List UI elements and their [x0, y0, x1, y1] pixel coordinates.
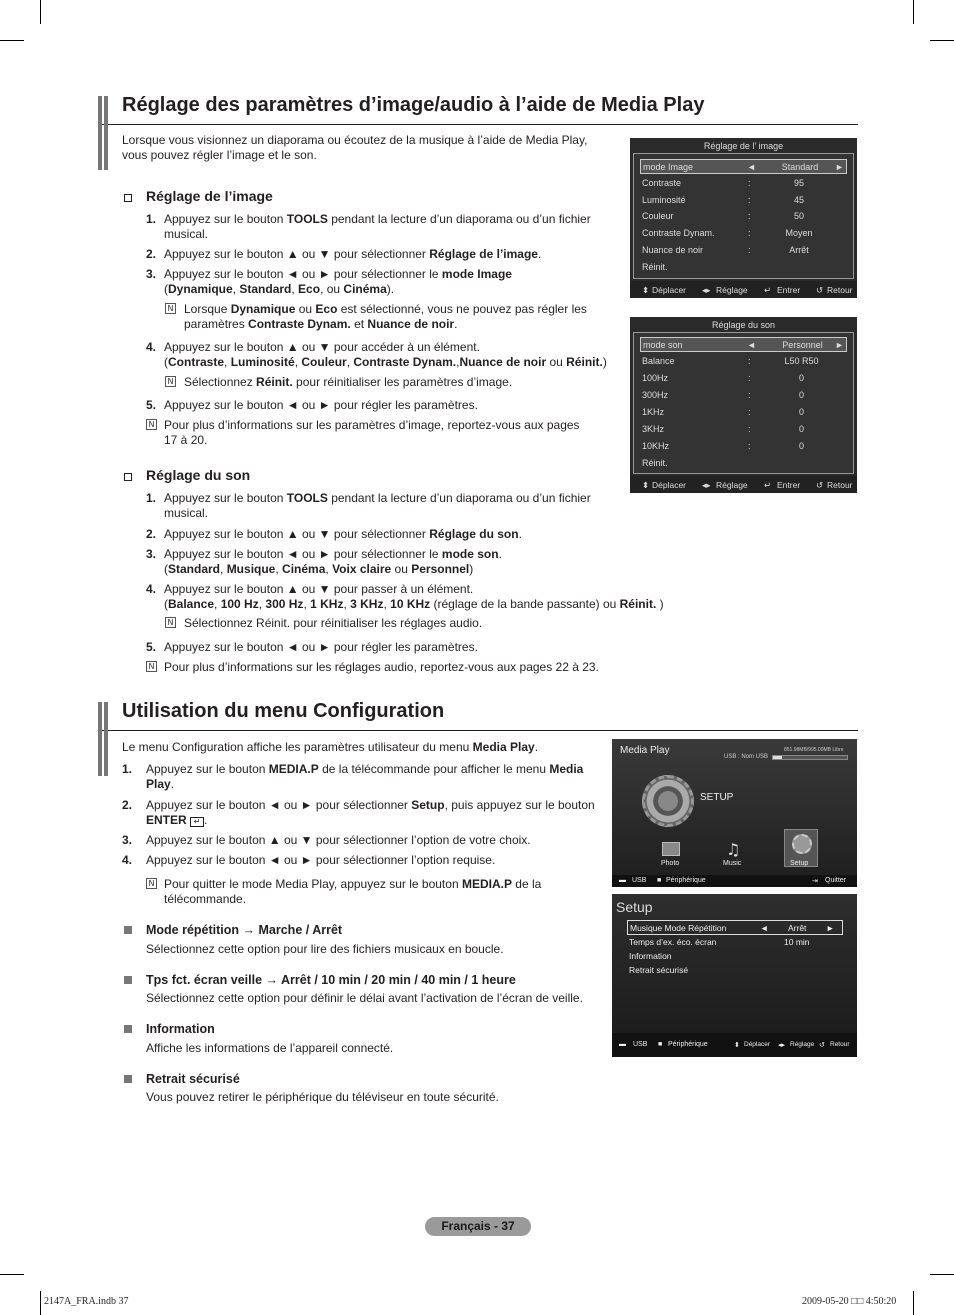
osd-row[interactable]: Balance : L50 R50: [642, 356, 819, 366]
media-play-footer: [612, 875, 857, 887]
move-icon: ⬍: [734, 1042, 740, 1049]
crop-mark: [40, 0, 41, 24]
step-number: 4.: [122, 853, 133, 867]
option-description: Affiche les informations de l’appareil connecté.: [146, 1041, 394, 1055]
note-icon: N: [165, 303, 176, 314]
step-text: Appuyez sur le bouton TOOLS pendant la lecture d’un diaporama ou d’un fichier musical.: [164, 212, 591, 241]
subsection-heading: Réglage du son: [146, 467, 251, 483]
checkbox-bullet-icon: [124, 473, 132, 481]
note-icon: N: [146, 419, 157, 430]
note-icon: N: [146, 878, 157, 889]
step-number: 5.: [146, 640, 157, 654]
osd-hint: Déplacer: [652, 285, 687, 295]
option-label: Temps d’ex. éco. écran: [629, 937, 717, 947]
step-text: Appuyez sur le bouton ◄ ou ► pour sélectionner l’option requise.: [146, 853, 496, 867]
crop-mark: [40, 1291, 41, 1315]
square-bullet-icon: [124, 1075, 132, 1083]
return-icon: ↺: [816, 480, 824, 490]
osd-hint: Réglage: [716, 285, 748, 295]
step-number: 2.: [146, 247, 157, 261]
subsection-heading: Réglage de l’image: [146, 188, 273, 204]
note-icon: N: [165, 376, 176, 387]
right-arrow-icon: ►: [826, 923, 835, 933]
osd-footer: [630, 476, 857, 493]
enter-icon: ↵: [190, 817, 204, 827]
photo-label: Photo: [661, 860, 680, 867]
checkbox-bullet-icon: [124, 194, 132, 202]
move-icon: ⬍: [642, 480, 650, 490]
step-number: 3.: [146, 267, 157, 281]
option-value: Arrêt: [788, 923, 807, 933]
move-icon: ⬍: [642, 285, 650, 295]
osd-hint: Entrer: [777, 480, 801, 490]
print-date: 2009-05-20 □□ 4:50:20: [802, 1296, 897, 1307]
option-label: Musique Mode Répétition: [630, 923, 727, 933]
option-heading: Mode répétition → Marche / Arrêt: [146, 923, 343, 937]
step-number: 1.: [122, 762, 133, 776]
header-bar: [98, 96, 102, 170]
return-icon: ↺: [819, 1042, 825, 1049]
crop-mark: [913, 0, 914, 24]
page-number-badge: Français - 37: [425, 1217, 531, 1236]
section-title: Réglage des paramètres d’image/audio à l’aide de Media Play: [122, 94, 705, 116]
crop-mark: [0, 1274, 24, 1275]
osd-row[interactable]: Couleur : 50: [642, 211, 804, 221]
header-bar: [98, 702, 102, 776]
square-bullet-icon: [124, 926, 132, 934]
file-info: 2147A_FRA.indb 37: [44, 1296, 129, 1307]
osd-footer: [630, 281, 857, 298]
setup-title: Setup: [616, 899, 653, 915]
music-icon[interactable]: ♫: [726, 840, 741, 859]
setup-option-information[interactable]: Information: [629, 951, 672, 961]
osd-title: Réglage de l’ image: [703, 141, 784, 151]
step-text: Appuyez sur le bouton ◄ ou ► pour régler les paramètres.: [164, 398, 478, 412]
media-play-screen: [612, 739, 857, 887]
footer-usb: USB: [632, 877, 647, 884]
intro-text: Lorsque vous visionnez un diaporama ou écoutez de la musique à l’aide de Media Play, vous pouvez régler l’image et le son.: [122, 133, 588, 162]
header-bar: [104, 702, 108, 776]
osd-row[interactable]: Luminosité : 45: [642, 195, 804, 205]
music-label: Music: [723, 860, 742, 867]
note-text: Pour plus d’informations sur les paramètres d’image, reportez-vous aux pages 17 à 20.: [164, 418, 580, 447]
osd-panel: [633, 153, 854, 279]
option-heading: Tps fct. écran veille → Arrêt / 10 min / 20 min / 40 min / 1 heure: [146, 973, 516, 987]
crop-mark: [930, 1274, 954, 1275]
option-value: 10 min: [784, 937, 810, 947]
osd-row[interactable]: 3KHz : 0: [642, 424, 804, 434]
footer-usb: USB: [633, 1041, 648, 1048]
section-header: [98, 96, 858, 125]
note-icon: N: [146, 661, 157, 672]
osd-row[interactable]: Contraste : 95: [642, 178, 804, 188]
step-text: Appuyez sur le bouton ▲ ou ▼ pour sélectionner Réglage de l’image.: [164, 247, 542, 261]
adjust-icon: ◂▸: [702, 480, 711, 490]
option-description: Vous pouvez retirer le périphérique du téléviseur en toute sécurité.: [146, 1090, 499, 1104]
setup-option-screensaver[interactable]: [629, 936, 843, 950]
osd-panel: [633, 332, 854, 474]
usb-icon: ▬: [619, 1041, 626, 1048]
step-number: 5.: [146, 398, 157, 412]
usb-name: USB : Nom USB: [724, 754, 769, 760]
storage-bar: [772, 755, 848, 760]
osd-hint: Entrer: [777, 285, 801, 295]
osd-row[interactable]: Réinit.: [642, 458, 668, 468]
section-title: Utilisation du menu Configuration: [122, 700, 445, 722]
osd-hint: Retour: [827, 285, 853, 295]
usb-icon: ▬: [619, 877, 626, 884]
footer-device: Périphérique: [668, 1041, 708, 1048]
osd-row[interactable]: Réinit.: [642, 262, 668, 272]
osd-hint: Déplacer: [652, 480, 687, 490]
osd-row[interactable]: 10KHz : 0: [642, 441, 804, 451]
option-description: Sélectionnez cette option pour lire des fichiers musicaux en boucle.: [146, 942, 504, 956]
note-text: Sélectionnez Réinit. pour réinitialiser les paramètres d’image.: [184, 375, 513, 389]
step-number: 4.: [146, 582, 157, 596]
setup-footer: [612, 1033, 857, 1057]
osd-row[interactable]: Nuance de noir : Arrêt: [642, 245, 809, 255]
note-text: Pour quitter le mode Media Play, appuyez sur le bouton MEDIA.P de la télécommande.: [164, 877, 542, 906]
note-text: Sélectionnez Réinit. pour réinitialiser les réglages audio.: [184, 616, 483, 630]
footer-quit[interactable]: Quitter: [825, 877, 847, 884]
footer-back: Retour: [830, 1041, 850, 1048]
option-heading: Retrait sécurisé: [146, 1072, 240, 1086]
crop-mark: [913, 1291, 914, 1315]
left-arrow-icon: ◄: [760, 923, 769, 933]
device-icon: ■: [658, 1041, 663, 1048]
osd-sound-settings: [630, 317, 857, 493]
header-bar: [104, 96, 108, 170]
osd-picture-settings: [630, 138, 857, 298]
step-text: Appuyez sur le bouton ◄ ou ► pour sélectionner le mode son. (Standard, Musique, Cinéma, Voix claire ou Personnel): [164, 547, 502, 576]
gear-icon: [792, 834, 812, 854]
crop-mark: [0, 40, 24, 41]
step-number: 3.: [122, 833, 133, 847]
setup-tile-label: Setup: [790, 860, 809, 867]
enter-icon: ↵: [764, 285, 772, 295]
note-icon: N: [165, 617, 176, 628]
section-header: [98, 702, 858, 731]
step-text: Appuyez sur le bouton ▲ ou ▼ pour passer à un élément. (Balance, 100 Hz, 300 Hz, 1 KHz, 3 KHz, 10 KHz (réglage de la bande passante) ou Réinit. ): [164, 582, 664, 611]
footer-device: Périphérique: [666, 877, 706, 884]
adjust-icon: ◂▸: [702, 285, 711, 295]
setup-option-repeat[interactable]: [627, 920, 843, 935]
setup-option-safe-remove[interactable]: Retrait sécurisé: [629, 965, 689, 975]
footer-adjust: Réglage: [790, 1041, 815, 1048]
device-icon: ■: [657, 877, 662, 884]
step-number: 3.: [146, 547, 157, 561]
step-text: Appuyez sur le bouton ▲ ou ▼ pour accéder à un élément. (Contraste, Luminosité, Couleur, Contraste Dynam.,Nuance de noir ou Réinit.): [164, 340, 607, 369]
adjust-icon: ◂▸: [778, 1042, 786, 1049]
step-text: Appuyez sur le bouton ◄ ou ► pour sélectionner le mode Image (Dynamique, Standard, Eco, ou Cinéma).: [164, 267, 512, 296]
enter-icon: ↵: [764, 480, 772, 490]
osd-row-mode-son[interactable]: mode son ◄ Personnel ►: [640, 337, 847, 352]
step-number: 4.: [146, 340, 157, 354]
step-text: Appuyez sur le bouton ▲ ou ▼ pour sélectionner l’option de votre choix.: [146, 833, 531, 847]
media-play-title: Media Play: [620, 745, 670, 756]
option-heading: Information: [146, 1022, 215, 1036]
step-number: 1.: [146, 491, 157, 505]
exit-icon: ⇥: [812, 878, 818, 885]
osd-row[interactable]: Contraste Dynam. : Moyen: [642, 228, 813, 238]
storage-info: 851.98MB/995.00MB Libre: [784, 747, 844, 753]
step-text: Appuyez sur le bouton TOOLS pendant la lecture d’un diaporama ou d’un fichier musical.: [164, 491, 591, 520]
option-description: Sélectionnez cette option pour définir le délai avant l’activation de l’écran de veille.: [146, 991, 583, 1005]
square-bullet-icon: [124, 976, 132, 984]
note-text: Pour plus d’informations sur les réglages audio, reportez-vous aux pages 22 à 23.: [164, 660, 599, 674]
step-number: 1.: [146, 212, 157, 226]
setup-menu-screen: [612, 894, 857, 1057]
osd-title: Réglage du son: [711, 320, 776, 330]
step-number: 2.: [146, 527, 157, 541]
step-text: Appuyez sur le bouton ◄ ou ► pour régler les paramètres.: [164, 640, 478, 654]
osd-row[interactable]: 1KHz : 0: [642, 407, 804, 417]
setup-gear-icon: [642, 775, 694, 827]
osd-row[interactable]: 100Hz : 0: [642, 373, 804, 383]
step-text: Appuyez sur le bouton ◄ ou ► pour sélectionner Setup, puis appuyez sur le bouton ENTER ↵ .: [146, 798, 595, 827]
osd-row[interactable]: 300Hz : 0: [642, 390, 804, 400]
note-text: Lorsque Dynamique ou Eco est sélectionné, vous ne pouvez pas régler les paramètres Contraste Dynam. et Nuance de noir.: [184, 302, 587, 331]
setup-label: SETUP: [700, 792, 734, 803]
intro-text: Le menu Configuration affiche les paramètres utilisateur du menu Media Play.: [122, 740, 539, 754]
step-text: Appuyez sur le bouton ▲ ou ▼ pour sélectionner Réglage du son.: [164, 527, 522, 541]
osd-row-mode-image[interactable]: mode Image ◄ Standard ►: [640, 159, 847, 174]
osd-hint: Réglage: [716, 480, 748, 490]
photo-icon[interactable]: [662, 842, 680, 856]
step-text: Appuyez sur le bouton MEDIA.P de la télécommande pour afficher le menu Media Play.: [146, 762, 584, 791]
osd-hint: Retour: [827, 480, 853, 490]
step-number: 2.: [122, 798, 133, 812]
storage-fill: [773, 756, 782, 759]
footer-move: Déplacer: [744, 1041, 771, 1048]
return-icon: ↺: [816, 285, 824, 295]
crop-mark: [930, 40, 954, 41]
square-bullet-icon: [124, 1025, 132, 1033]
